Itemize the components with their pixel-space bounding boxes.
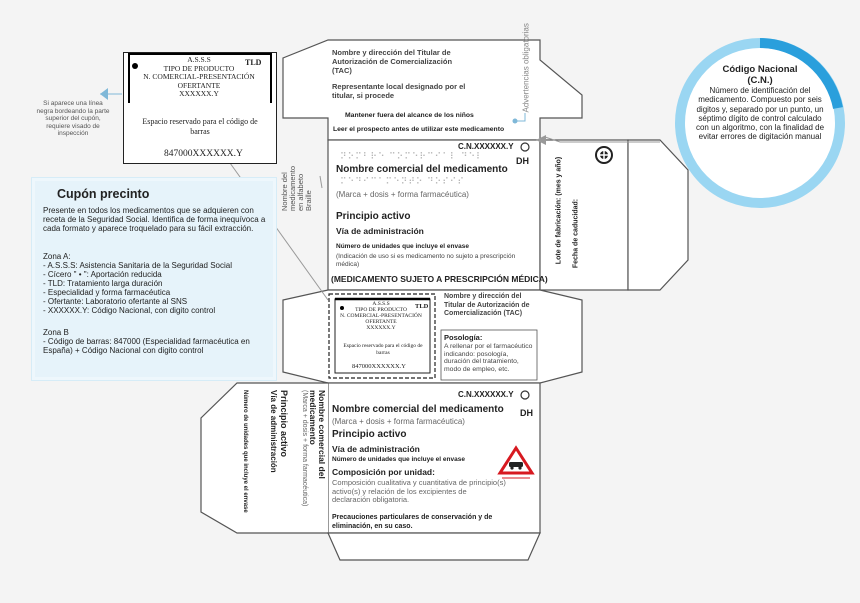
left-unidades: Número de unidades que incluye el envase: [242, 390, 248, 513]
left-principio: Principio activo: [279, 390, 289, 458]
front-unidades: Número de unidades que incluye el envase: [336, 243, 469, 250]
left-via: Vía de administración: [269, 390, 278, 473]
codigo-nacional-info: [680, 64, 840, 142]
front-indicacion: (Indicación de uso si es medicamento no sujeto a prescripción médica): [336, 253, 516, 268]
mini-barcode-number: 847000XXXXXX.Y: [352, 363, 406, 370]
cn-front: C.N.XXXXXX.Y: [458, 142, 514, 151]
side-note: Si aparece una línea negra bordeando la parte superior del cupón, requiere visado de inspección: [36, 100, 110, 137]
zone-a-item: - Especialidad y forma farmacéutica: [43, 288, 171, 297]
posologia-title: Posología:: [444, 333, 483, 342]
children-warning: Mantener fuera del alcance de los niños: [345, 112, 474, 119]
composicion-body: Composición cualitativa y cuantitativa de principio(s) activo(s) y relación de los excipientes de declaración obligatoria.: [332, 478, 506, 504]
cn-title: Código Nacional: [722, 64, 798, 75]
composicion-title: Composición por unidad:: [332, 467, 435, 477]
braille-dots: ⠝⠕⠍⠃⠗⠑ ⠉⠕⠍⠑⠗⠉⠊⠁⠇ ⠙⠑⠇: [340, 151, 484, 161]
front-name: Nombre comercial del medicamento: [336, 164, 508, 175]
zone-b-item: - Código de barras: 847000 (Especialidad farmacéutica en España) + Código Nacional con digito control: [43, 337, 250, 355]
caducidad-label: Fecha de caducidad:: [572, 198, 580, 269]
bottom-tuck-flap: [328, 533, 540, 560]
warning-label: Advertencias obligatorias: [521, 23, 531, 113]
side-panel-outline: [540, 140, 628, 290]
cupon-title: Cupón precinto: [57, 187, 150, 201]
zone-a-item: - A.S.S.S: Asistencia Sanitaria de la Seguridad Social: [43, 261, 232, 270]
cupon-intro: Presente en todos los medicamentos que se adquieren con receta de la Seguridad Social. Identifica de forma inequívoca a cada formato y aparece troquelado para su fácil extracción.: [43, 206, 266, 233]
left-name: Nombre comercial del medicamento: [308, 390, 327, 479]
aportacion-dot-icon: [132, 63, 138, 69]
coupon-line-1: A.S.S.S: [187, 55, 211, 64]
zone-a-title: Zona A:: [43, 252, 71, 261]
precauciones: Precauciones particulares de conservación y de eliminación, en su caso.: [332, 514, 493, 530]
coupon-line-2: TIPO DE PRODUCTO: [163, 63, 235, 73]
zone-b-title: Zona B: [43, 328, 69, 337]
dh-front: DH: [516, 156, 529, 166]
right-tuck-flap: [628, 140, 688, 290]
cupon-precinto-box: [32, 178, 276, 380]
mid-titular: Nombre y dirección del Titular de Autorización de Comercialización (TAC): [444, 293, 530, 317]
tld-label: TLD: [245, 58, 262, 67]
barcode-number: 847000XXXXXX.Y: [164, 149, 243, 159]
front-marca: (Marca + dosis + forma farmacéutica): [336, 190, 469, 199]
cn-body: Número de identificación del medicamento. Compuesto por seis digitos y, separado por un punto, un séptimo dígito de control calculado con un algoritmo, con la finalidad de evitar errores de digitación manual: [695, 86, 825, 142]
braille-dots-2: ⠍⠑⠙⠊⠉⠁⠍⠑⠝⠞⠕ ⠙⠕⠎⠊⠎: [340, 176, 465, 186]
mini-coupon: [336, 300, 429, 372]
mini-coupon-line-1: A.S.S.S: [372, 301, 390, 307]
posologia-body: A rellenar por el farmacéutico indicando: posología, duración del tratamiento, modo de empleo, etc.: [444, 343, 533, 373]
coupon-line-4: OFERTANTE: [177, 80, 221, 90]
left-flap-text: [236, 386, 328, 531]
front-via: Vía de administración: [336, 226, 424, 236]
top-representante: Representante local designado por el titular, si procede: [332, 82, 466, 100]
top-titular: Nombre y dirección del Titular de Autorización de Comercialización (TAC): [332, 48, 453, 75]
coupon-callout: [123, 52, 277, 164]
mini-barcode-space: Espacio reservado para el código de barras: [343, 343, 423, 356]
mini-tld: TLD: [415, 303, 429, 310]
cn-subtitle: (C.N.): [747, 75, 773, 86]
zone-a-item: - TLD: Tratamiento larga duración: [43, 279, 163, 288]
mini-coupon-line-4: OFERTANTE: [365, 319, 397, 325]
bottom-marca: (Marca + dosis + forma farmacéutica): [332, 417, 465, 426]
coupon-line-3: N. COMERCIAL-PRESENTACIÓN: [143, 72, 255, 81]
lote-label: Lote de fabricación: (mes y año): [555, 156, 563, 265]
left-marca: (Marca + dosis + forma farmacéutica): [301, 390, 308, 507]
front-principio: Principio activo: [336, 211, 411, 222]
zone-a-item: - Cícero " • ": Aportación reducida: [43, 270, 162, 279]
cn-bottom: C.N.XXXXXX.Y: [458, 390, 514, 399]
bottom-via: Vía de administración: [332, 444, 420, 454]
dh-bottom: DH: [520, 408, 533, 418]
mini-coupon-line-2: TIPO DE PRODUCTO: [355, 307, 407, 313]
prospecto-warning: Leer el prospecto antes de utilizar este medicamento: [333, 126, 505, 133]
bottom-name: Nombre comercial del medicamento: [332, 404, 504, 415]
zone-a-item: - Ofertante: Laboratorio ofertante al SNS: [43, 297, 188, 306]
braille-label: Nombre del medicamento en alfabeto Braille: [280, 165, 313, 211]
barcode-space-text: Espacio reservado para el código de barras: [142, 117, 258, 136]
coupon-line-5: XXXXXX.Y: [179, 89, 219, 98]
front-prescripcion: (MEDICAMENTO SUJETO A PRESCRIPCIÓN MÉDICA): [331, 274, 548, 284]
bottom-unidades: Número de unidades que incluye el envase: [332, 456, 465, 463]
mini-coupon-line-5: XXXXXX.Y: [366, 325, 396, 331]
bottom-principio: Principio activo: [332, 429, 407, 440]
zone-a-item: - XXXXXX.Y: Código Nacional, con digito control: [43, 306, 216, 315]
mini-coupon-line-3: N. COMERCIAL-PRESENTACIÓN: [340, 313, 422, 319]
